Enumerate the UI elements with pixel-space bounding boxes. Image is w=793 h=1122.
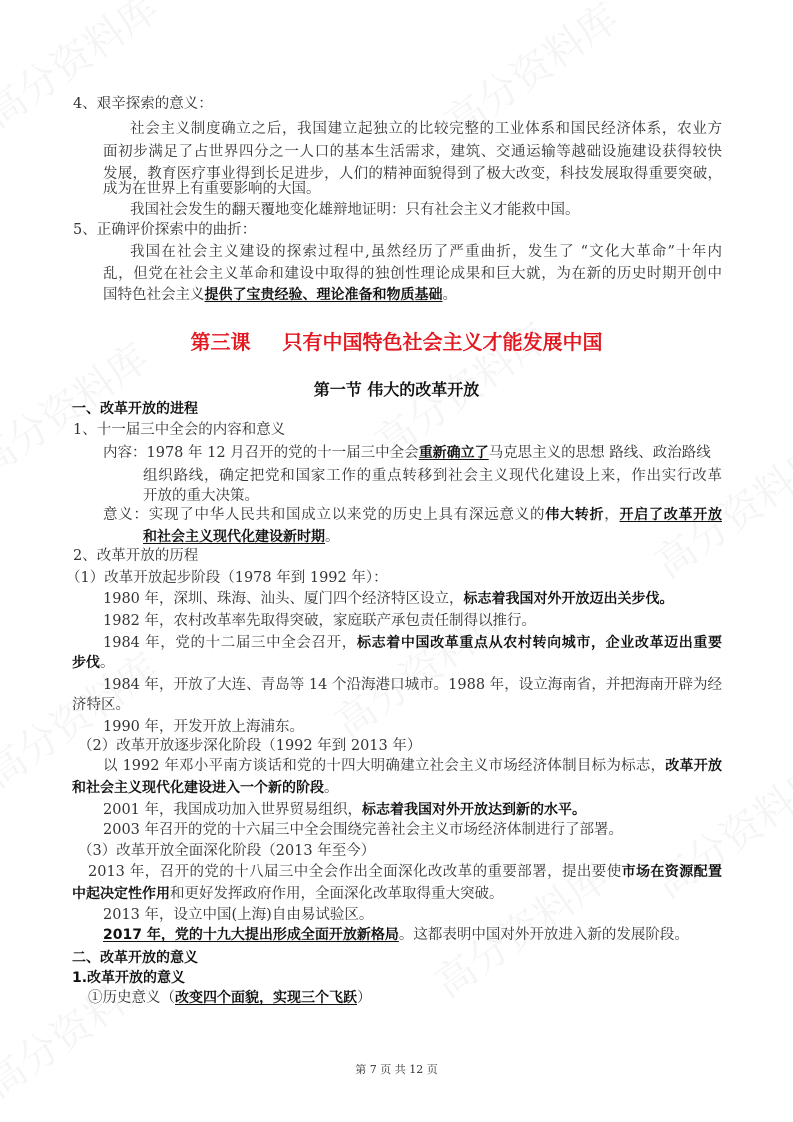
section-title: 第一节 伟大的改革开放 [313,380,480,399]
watermark-text [0,0,168,139]
text-line [130,201,580,219]
text-line [103,906,373,924]
text-segment: 2013 年，设立中国(上海)自由易试验区。 [103,907,374,923]
text-segment: 内容：1978 年 12 月召开的党的十一届三中全会 [103,445,419,461]
text-segment: 。 [442,287,457,303]
text-line [78,842,375,860]
emphasized-text: 标志着我国对外开放达到新的水平。 [362,802,587,818]
text-segment: 1、十一届三中全会的内容和意义 [73,422,286,438]
text-segment: （3）改革开放全面深化阶段（2013 年至今） [78,843,376,859]
text-line [103,180,321,198]
text-segment: 我国在社会主义建设的探索过程中,虽然经历了严重曲折，发生了 “文化大革命”十年内 [130,244,722,260]
text-line [73,547,198,565]
text-segment: 。这都表明中国对外开放进入新的发展阶段。 [398,927,689,943]
lesson-title-text: 只有中国特色社会主义才能发展中国 [282,330,603,354]
text-line [103,506,722,524]
text-line [103,590,674,608]
emphasized-text: 标志着中国改革重点从农村转向城市，企业改革迈出重要 [356,635,723,651]
lesson-number: 第三课 [190,330,251,354]
text-line [103,926,689,944]
text-line [103,821,623,839]
emphasized-text: 步伐 [72,655,100,671]
text-line [78,737,421,755]
text-segment: 成为在世界上有重要影响的大国。 [103,181,321,197]
text-line [72,696,130,714]
text-segment: （1）改革开放起步阶段（1978 年到 1992 年）： [66,570,388,586]
text-line [72,885,504,903]
text-line [103,286,457,304]
text-line [66,569,388,587]
text-segment: 1984 年，党的十二届三中全会召开， [103,635,357,651]
text-segment: ， [604,507,620,523]
emphasized-text: 和社会主义现代化建设新时期 [143,529,325,545]
text-segment: 1984 年，开放了大连、青岛等 14 个沿海港口城市。1988 年，设立海南省，并把海南开辟为经 [103,677,722,693]
text-segment: 组织路线，确定把党和国家工作的重点转移到社会主义现代化建设上来，作出实行改革 [143,468,722,484]
text-line [72,969,185,987]
text-line [103,634,722,652]
emphasized-text: 一、改革开放的进程 [72,401,198,417]
text-segment: 5、正确评价探索中的曲折： [73,222,257,238]
emphasized-text: 重新确立了 [418,445,489,461]
emphasized-text: 标志着我国对外开放迈出关步伐。 [463,591,674,607]
lesson-title [0,326,793,355]
text-segment: 和更好发挥政府作用，全面深化改革取得重大突破。 [170,886,504,902]
text-segment: 马克思主义的思想 路线、政治路线 [488,445,711,461]
text-segment: 1982 年，农村改革率先取得突破，家庭联产承包责任制得以推行。 [103,613,537,629]
text-line [103,757,722,775]
text-line [72,400,198,418]
text-line [143,487,259,505]
emphasized-text: 1.改革开放的意义 [72,970,186,986]
emphasized-text: 和社会主义现代化建设进入一个新的阶段 [72,780,324,796]
text-segment: 面初步满足了占世界四分之一人口的基本生活需求，建筑、交通运输等越础设施建设获得较快 [103,144,722,160]
text-segment: 开放的重大决策。 [143,488,259,504]
text-segment: 以 1992 年邓小平南方谈话和党的十四大明确建立社会主义市场经济体制目标为标志， [103,758,666,774]
text-line [103,143,722,161]
emphasized-text: 中起决定性作用 [72,886,170,902]
text-line [103,718,304,736]
text-segment: 意义：实现了中华人民共和国成立以来党的历史上具有深远意义的 [103,507,546,523]
text-segment: ） [357,990,372,1006]
text-segment: 我国社会发生的翻天覆地变化雄辩地证明：只有社会主义才能救中国。 [130,202,580,218]
text-line [72,654,115,672]
text-line [130,120,722,138]
text-segment: ①历史意义（ [88,990,175,1006]
text-line [130,243,722,261]
text-segment: 2013 年，召开的党的十八届三中全会作出全面深化改改革的重要部署，提出要使 [88,864,622,880]
text-line [103,676,722,694]
text-segment: 乱，但党在社会主义革命和建设中取得的独创性理论成果和巨大就，为在新的历史时期开创中 [103,266,722,282]
text-segment: （2）改革开放逐步深化阶段（1992 年到 2013 年） [78,738,422,754]
text-segment: 1990 年，开发开放上海浦东。 [103,719,305,735]
text-segment: 4、艰辛探索的意义： [73,96,213,112]
text-segment: 2001 年，我国成功加入世界贸易组织， [103,802,363,818]
text-line [72,949,198,967]
emphasized-text: 改革开放 [665,758,722,774]
text-segment: 济特区。 [72,697,130,713]
emphasized-text: 二、改革开放的意义 [72,950,198,966]
text-segment: 2、改革开放的历程 [73,548,199,564]
emphasized-text: 市场在资源配置 [621,864,722,880]
text-line [143,528,340,546]
text-segment: 发展，教育医疗事业得到长足进步，人们的精神面貌得到了极大改变，科技发展取得重要突破， [103,166,722,182]
emphasized-text: 2017 年，党的十九大提出形成全面开放新格局 [103,927,399,943]
text-segment: 1980 年，深圳、珠海、汕头、厦门四个经济特区设立， [103,591,464,607]
text-line [73,421,285,439]
text-line [73,221,256,239]
text-segment: 。 [325,529,340,545]
text-line [88,989,372,1007]
text-line [103,444,711,462]
page-footer: 第 7 页 共 12 页 [355,1063,438,1076]
text-line [103,612,536,630]
text-segment: 。 [324,780,339,796]
emphasized-text: 改变四个面貌，实现三个飞跃 [175,990,357,1006]
text-line [143,467,722,485]
text-segment: 2003 年召开的党的十六届三中全会围绕完善社会主义市场经济体制进行了部署。 [103,822,624,838]
text-line [88,863,722,881]
text-segment: 。 [100,655,115,671]
emphasized-text: 提供了宝贵经验、理论准备和物质基础 [204,287,443,303]
text-line [103,265,722,283]
text-segment: 国特色社会主义 [103,287,205,303]
text-line [73,95,213,113]
text-segment: 社会主义制度确立之后，我国建立起独立的比较完整的工业体系和国民经济体系，农业方 [130,121,722,137]
text-line [103,801,586,819]
emphasized-text: 开启了改革开放 [619,507,722,523]
emphasized-text: 伟大转折 [545,507,605,523]
text-line [72,779,339,797]
